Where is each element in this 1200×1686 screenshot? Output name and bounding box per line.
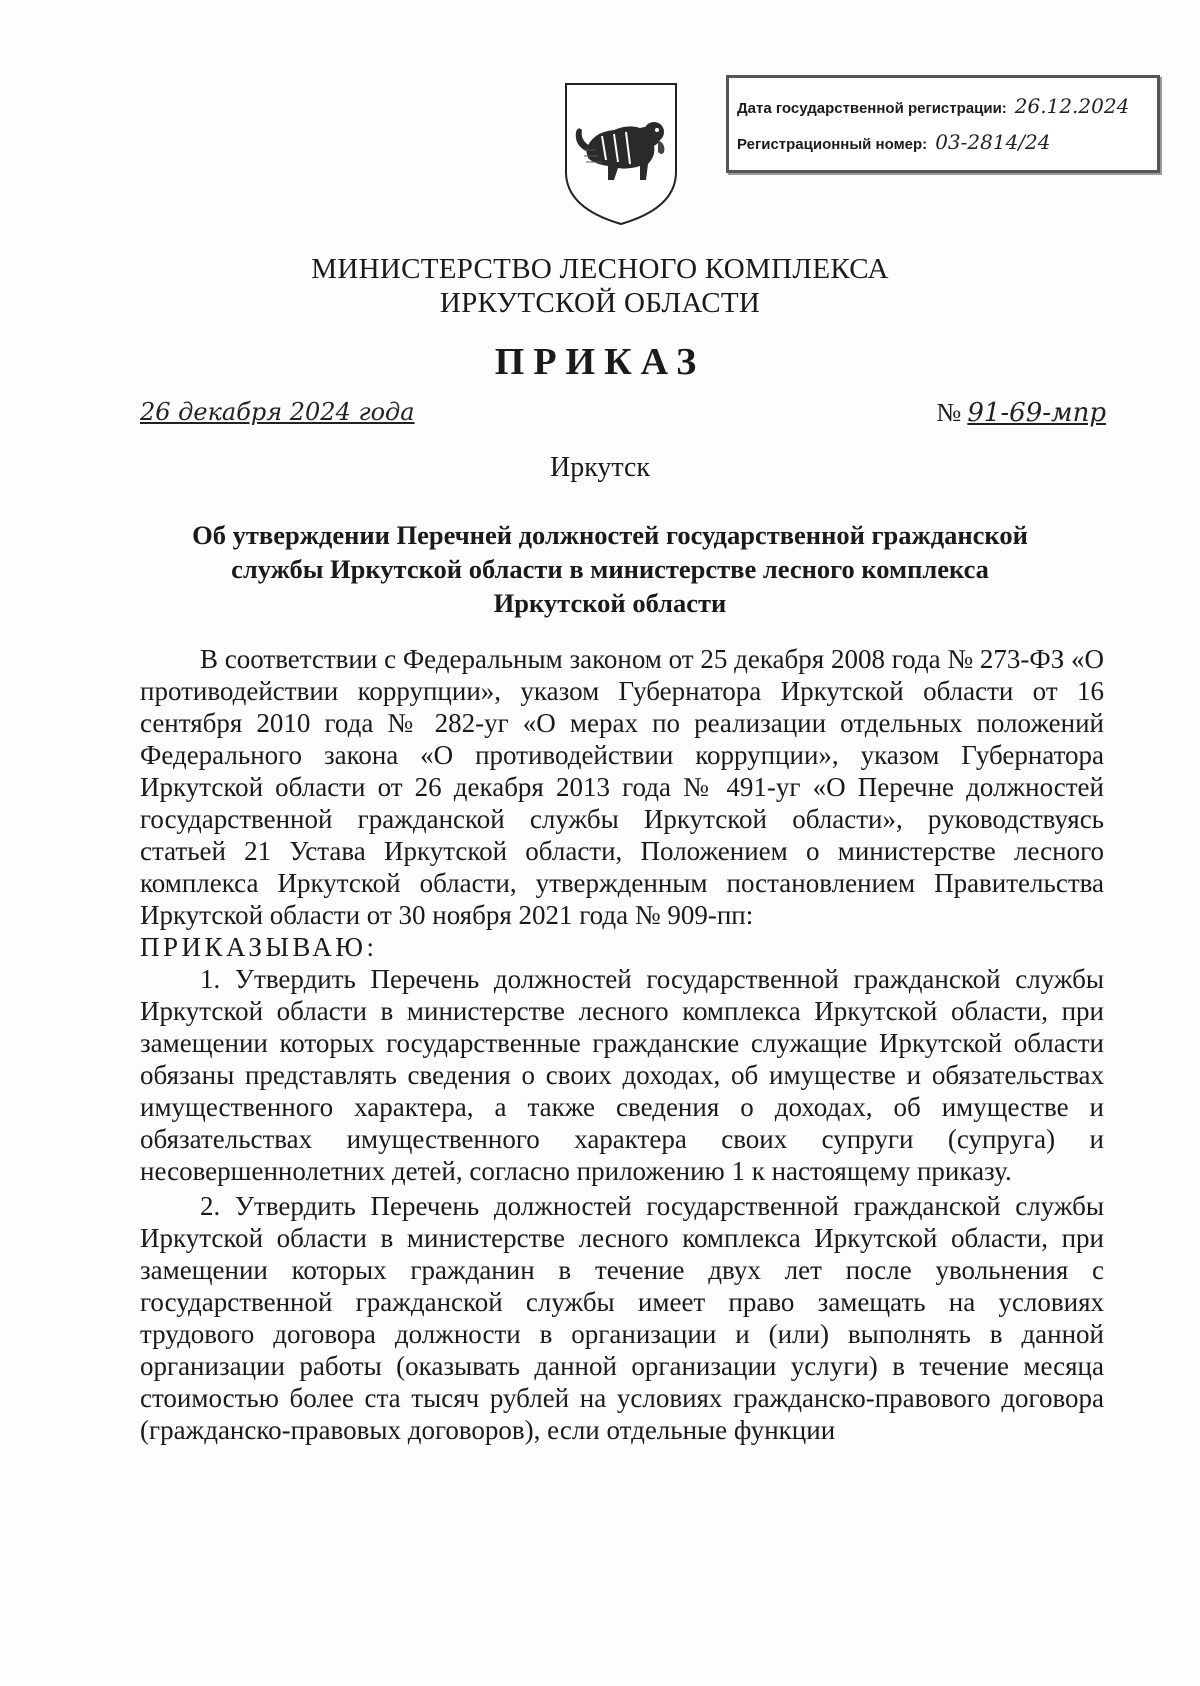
ministry-name-line2: ИРКУТСКОЙ ОБЛАСТИ	[439, 287, 761, 319]
order-number	[937, 398, 1107, 428]
registration-number-value: 03-2814/24	[935, 130, 1051, 154]
city: Иркутск	[549, 452, 651, 483]
coat-of-arms-emblem	[562, 80, 680, 228]
registration-date-row	[737, 94, 1129, 118]
order-number-value: 91-69-мпр	[967, 398, 1106, 428]
registration-number-row	[737, 130, 1050, 154]
document-type-title: ПРИКАЗ	[494, 341, 706, 383]
ministry-name-line1: МИНИСТЕРСТВО ЛЕСНОГО КОМПЛЕКСА	[311, 253, 889, 285]
registration-number-label: Регистрационный номер:	[737, 136, 928, 153]
order-item-1: 1. Утвердить Перечень должностей государственной гражданской службы Иркутской области в министерстве лесного комплекса Иркутской области, при замещении которых государственные гражданские служащие Иркутской области обязаны представлять сведения о своих доходах, об имуществе и обязательствах имущественного характера, а также сведения о доходах, об имуществе и обязательствах имущественного характера своих супруги (супруга) и несовершеннолетних детей, согласно приложению 1 к настоящему приказу.	[140, 964, 1104, 1186]
registration-date-label: Дата государственной регистрации:	[737, 100, 1007, 117]
heading-line3: Иркутской области	[493, 588, 727, 618]
ministry-name	[0, 252, 1200, 320]
registration-stamp	[726, 75, 1160, 173]
order-date: 26 декабря 2024 года	[140, 398, 415, 426]
document-body	[140, 643, 1104, 1446]
order-item-2: 2. Утвердить Перечень должностей государственной гражданской службы Иркутской области в министерстве лесного комплекса Иркутской области, при замещении которых гражданин в течение двух лет после увольнения с государственной гражданской службы имеет право замещать на условиях трудового договора должности в организации и (или) выполнять в данной организации работы (оказывать данной организации услуги) в течение месяца стоимостью более ста тысяч рублей на условиях гражданско-правового договора (гражданско-правовых договоров), если отдельные функции	[140, 1191, 1104, 1445]
document-heading	[140, 518, 1080, 620]
preamble-paragraph: В соответствии с Федеральным законом от 25 декабря 2008 года № 273-ФЗ «О противодействии коррупции», указом Губернатора Иркутской области от 16 сентября 2010 года № 282-уг «О мерах по реализации отдельных положений Федерального закона «О противодействии коррупции», указом Губернатора Иркутской области от 26 декабря 2013 года № 491-уг «О Перечне должностей государственной гражданской службы Иркутской области», руководствуясь статьей 21 Устава Иркутской области, Положением о министерстве лесного комплекса Иркутской области, утвержденным постановлением Правительства Иркутской области от 30 ноября 2021 года № 909-пп:	[140, 644, 1104, 930]
heading-line2: службы Иркутской области в министерстве лесного комплекса	[231, 554, 989, 584]
heading-line1: Об утверждении Перечней должностей государственной гражданской	[192, 520, 1028, 550]
registration-date-value: 26.12.2024	[1014, 94, 1130, 118]
number-sign: №	[936, 398, 962, 427]
order-word: ПРИКАЗЫВАЮ:	[140, 932, 378, 962]
